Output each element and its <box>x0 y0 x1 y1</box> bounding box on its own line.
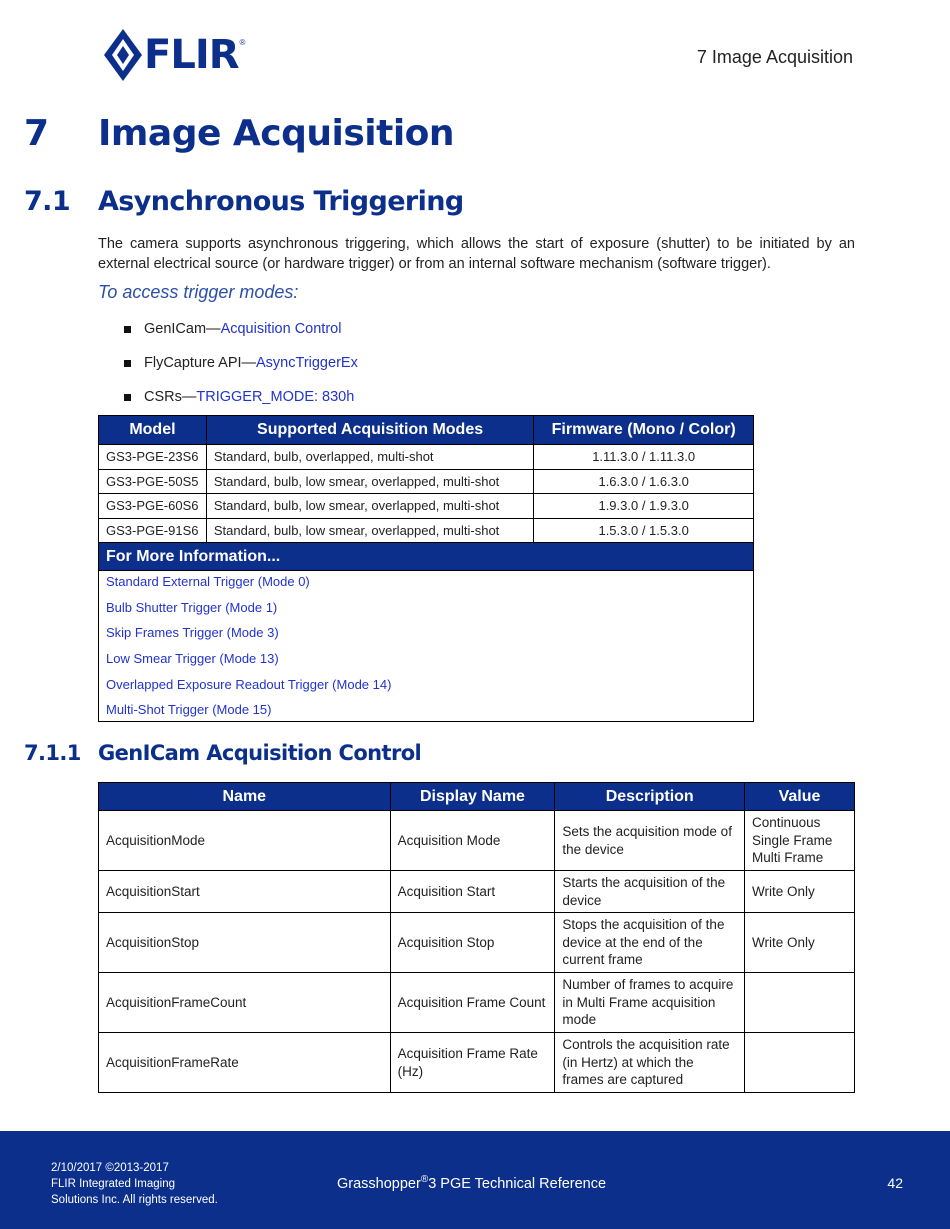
value-cell <box>745 973 855 1033</box>
table-row <box>99 494 754 519</box>
flir-logo <box>104 28 245 82</box>
chapter-number: 7 <box>24 113 49 154</box>
modes-cell: Standard, bulb, overlapped, multi-shot <box>206 445 533 470</box>
overlapped-trigger-link[interactable]: Overlapped Exposure Readout Trigger (Mode 14) <box>106 676 392 692</box>
doc-title-prefix: Grasshopper <box>337 1175 421 1192</box>
column-header: Firmware (Mono / Color) <box>534 416 754 445</box>
name-cell: AcquisitionMode <box>99 811 391 871</box>
value-line: Continuous <box>752 815 821 831</box>
description-cell: Stops the acquisition of the device at the end of the current frame <box>555 913 745 973</box>
bullet-prefix: CSRs— <box>144 389 197 405</box>
page-footer <box>0 1131 950 1229</box>
firmware-cell: 1.9.3.0 / 1.9.3.0 <box>534 494 754 519</box>
modes-cell: Standard, bulb, low smear, overlapped, multi-shot <box>206 469 533 494</box>
modes-cell: Standard, bulb, low smear, overlapped, multi-shot <box>206 518 533 543</box>
value-cell: Write Only <box>745 871 855 913</box>
section-title: Asynchronous Triggering <box>98 186 464 217</box>
multi-shot-trigger-link[interactable]: Multi-Shot Trigger (Mode 15) <box>106 702 272 718</box>
logo-text: FLIR <box>144 32 239 78</box>
bullet-icon <box>124 360 131 367</box>
doc-title-sup: ® <box>420 1174 429 1185</box>
standard-trigger-link[interactable]: Standard External Trigger (Mode 0) <box>106 574 310 590</box>
value-cell: Write Only <box>745 913 855 973</box>
table-header-row <box>99 416 754 445</box>
table-row <box>99 913 855 973</box>
more-info-heading: For More Information... <box>99 543 754 571</box>
display-name-cell: Acquisition Stop <box>390 913 555 973</box>
name-cell: AcquisitionStop <box>99 913 391 973</box>
footer-date-line <box>51 1160 218 1176</box>
column-header: Model <box>99 416 207 445</box>
footer-company-line: FLIR Integrated Imaging <box>51 1178 176 1190</box>
description-cell: Sets the acquisition mode of the device <box>555 811 745 871</box>
display-name-cell: Acquisition Start <box>390 871 555 913</box>
footer-rights-line: Solutions Inc. All rights reserved. <box>51 1194 218 1206</box>
async-trigger-ex-link[interactable]: AsyncTriggerEx <box>256 355 358 371</box>
chapter-title: Image Acquisition <box>98 113 455 154</box>
running-header: 7 Image Acquisition <box>696 47 853 67</box>
section-number: 7.1 <box>24 186 71 217</box>
table-row <box>99 445 754 470</box>
column-header: Name <box>99 783 391 811</box>
logo-registered-mark: ® <box>239 38 246 47</box>
footer-copyright <box>51 1160 218 1208</box>
footer-copyright-years: ©2013-2017 <box>105 1162 169 1174</box>
model-cell: GS3-PGE-23S6 <box>99 445 207 470</box>
subsection-title: GenICam Acquisition Control <box>98 741 422 765</box>
genicam-control-table <box>98 782 855 1093</box>
acquisition-control-link[interactable]: Acquisition Control <box>220 321 342 337</box>
table-row <box>99 871 855 913</box>
footer-doc-title <box>337 1174 606 1192</box>
bulb-trigger-link[interactable]: Bulb Shutter Trigger (Mode 1) <box>106 599 278 615</box>
footer-date: 2/10/2017 <box>51 1162 103 1174</box>
model-cell: GS3-PGE-91S6 <box>99 518 207 543</box>
column-header: Description <box>555 783 745 811</box>
value-cell <box>745 1033 855 1093</box>
value-line: Multi Frame <box>752 850 824 866</box>
modes-cell: Standard, bulb, low smear, overlapped, multi-shot <box>206 494 533 519</box>
name-cell: AcquisitionFrameRate <box>99 1033 391 1093</box>
info-header-row <box>99 543 754 571</box>
description-cell: Number of frames to acquire in Multi Frame acquisition mode <box>555 973 745 1033</box>
page-number: 42 <box>887 1175 903 1191</box>
section-heading <box>24 186 464 217</box>
description-cell: Controls the acquisition rate (in Hertz) at which the frames are captured <box>555 1033 745 1093</box>
bullet-prefix: GenICam— <box>144 321 221 337</box>
flir-diamond-icon <box>104 29 142 81</box>
display-name-cell: Acquisition Frame Count <box>390 973 555 1033</box>
name-cell: AcquisitionStart <box>99 871 391 913</box>
firmware-cell: 1.6.3.0 / 1.6.3.0 <box>534 469 754 494</box>
name-cell: AcquisitionFrameCount <box>99 973 391 1033</box>
table-row <box>99 518 754 543</box>
description-cell: Starts the acquisition of the device <box>555 871 745 913</box>
list-item <box>124 312 358 346</box>
model-cell: GS3-PGE-50S5 <box>99 469 207 494</box>
bullet-prefix: FlyCapture API— <box>144 355 257 371</box>
intro-paragraph: The camera supports asynchronous triggering, which allows the start of exposure (shutter) to be initiated by an external electrical source (or hardware trigger) or from an internal software mechanism (software trigger). <box>98 236 855 272</box>
low-smear-trigger-link[interactable]: Low Smear Trigger (Mode 13) <box>106 651 279 667</box>
value-line: Single Frame <box>752 832 833 848</box>
subsection-number: 7.1.1 <box>24 741 81 765</box>
doc-title-suffix: 3 PGE Technical Reference <box>428 1175 607 1192</box>
table-row <box>99 1033 855 1093</box>
bullet-icon <box>124 326 131 333</box>
skip-frames-trigger-link[interactable]: Skip Frames Trigger (Mode 3) <box>106 625 279 641</box>
list-item <box>124 346 358 380</box>
firmware-cell: 1.5.3.0 / 1.5.3.0 <box>534 518 754 543</box>
table-row <box>99 973 855 1033</box>
trigger-mode-link[interactable]: TRIGGER_MODE: 830h <box>196 389 355 405</box>
trigger-access-list <box>124 312 358 414</box>
firmware-cell: 1.11.3.0 / 1.11.3.0 <box>534 445 754 470</box>
more-info-links <box>98 569 754 722</box>
subsection-heading <box>24 741 421 765</box>
acquisition-modes-table <box>98 415 754 571</box>
table-header-row <box>99 783 855 811</box>
table-row <box>99 811 855 871</box>
column-header: Supported Acquisition Modes <box>206 416 533 445</box>
model-cell: GS3-PGE-60S6 <box>99 494 207 519</box>
bullet-icon <box>124 394 131 401</box>
display-name-cell: Acquisition Frame Rate (Hz) <box>390 1033 555 1093</box>
access-heading: To access trigger modes: <box>98 282 299 302</box>
column-header: Display Name <box>390 783 555 811</box>
column-header: Value <box>745 783 855 811</box>
value-cell <box>745 811 855 871</box>
list-item <box>124 380 358 414</box>
chapter-heading <box>24 113 454 154</box>
display-name-cell: Acquisition Mode <box>390 811 555 871</box>
table-row <box>99 469 754 494</box>
